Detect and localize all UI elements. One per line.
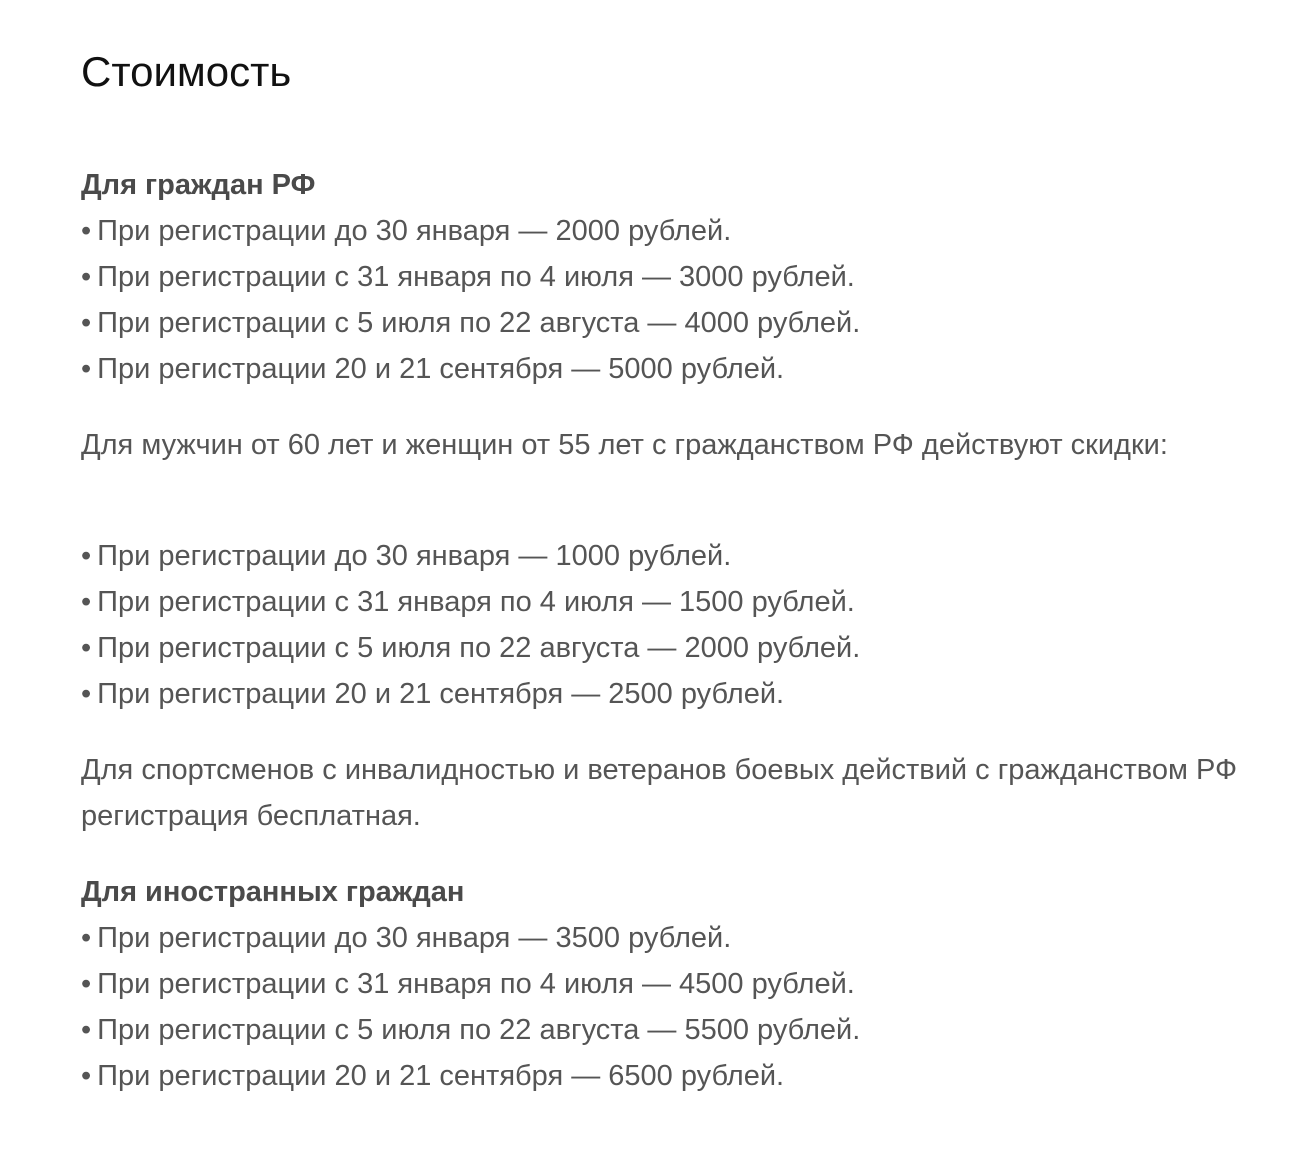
list-item [81, 1053, 1251, 1099]
price-item-text: При регистрации с 31 января по 4 июля — 1500 рублей. [97, 586, 855, 618]
citizens-price-list [81, 208, 1251, 392]
list-item [81, 533, 1251, 579]
seniors-discount-text: Для мужчин от 60 лет и женщин от 55 лет с гражданством РФ действуют скидки: [81, 429, 1168, 461]
bullet: • [81, 307, 92, 339]
bullet: • [81, 261, 92, 293]
price-item-text: При регистрации 20 и 21 сентября — 6500 рублей. [97, 1060, 785, 1092]
price-item-text: При регистрации 20 и 21 сентября — 5000 рублей. [97, 353, 785, 385]
free-registration-section [81, 747, 1251, 839]
bullet: • [81, 540, 92, 572]
bullet: • [81, 678, 92, 710]
price-item-text: При регистрации до 30 января — 2000 рублей. [97, 215, 732, 247]
citizens-section [81, 162, 1251, 392]
price-item-text: При регистрации с 31 января по 4 июля — 3000 рублей. [97, 261, 855, 293]
bullet: • [81, 1014, 92, 1046]
price-item-text: При регистрации до 30 января — 3500 рублей. [97, 922, 732, 954]
seniors-price-list [81, 533, 1251, 717]
list-item [81, 579, 1251, 625]
citizens-heading: Для граждан РФ [81, 169, 316, 201]
bullet: • [81, 215, 92, 247]
price-item-text: При регистрации до 30 января — 1000 рублей. [97, 540, 732, 572]
list-item [81, 254, 1251, 300]
price-item-text: При регистрации с 31 января по 4 июля — 4500 рублей. [97, 968, 855, 1000]
list-item [81, 300, 1251, 346]
bullet: • [81, 922, 92, 954]
bullet: • [81, 353, 92, 385]
foreigners-heading: Для иностранных граждан [81, 876, 465, 908]
list-item [81, 208, 1251, 254]
foreigners-price-list [81, 915, 1251, 1099]
list-item [81, 625, 1251, 671]
list-item [81, 1007, 1251, 1053]
price-item-text: При регистрации 20 и 21 сентября — 2500 рублей. [97, 678, 785, 710]
bullet: • [81, 586, 92, 618]
bullet: • [81, 1060, 92, 1092]
foreigners-section [81, 869, 1251, 1099]
seniors-price-section [81, 533, 1251, 717]
price-item-text: При регистрации с 5 июля по 22 августа — 2000 рублей. [97, 632, 861, 664]
free-registration-text: Для спортсменов с инвалидностью и ветеранов боевых действий с гражданством РФ регистрация бесплатная. [81, 754, 1238, 832]
page-title: Стоимость [81, 48, 292, 95]
price-item-text: При регистрации с 5 июля по 22 августа — 4000 рублей. [97, 307, 861, 339]
list-item [81, 346, 1251, 392]
list-item [81, 671, 1251, 717]
price-item-text: При регистрации с 5 июля по 22 августа — 5500 рублей. [97, 1014, 861, 1046]
list-item [81, 915, 1251, 961]
list-item [81, 961, 1251, 1007]
bullet: • [81, 968, 92, 1000]
seniors-section [81, 422, 1251, 468]
bullet: • [81, 632, 92, 664]
